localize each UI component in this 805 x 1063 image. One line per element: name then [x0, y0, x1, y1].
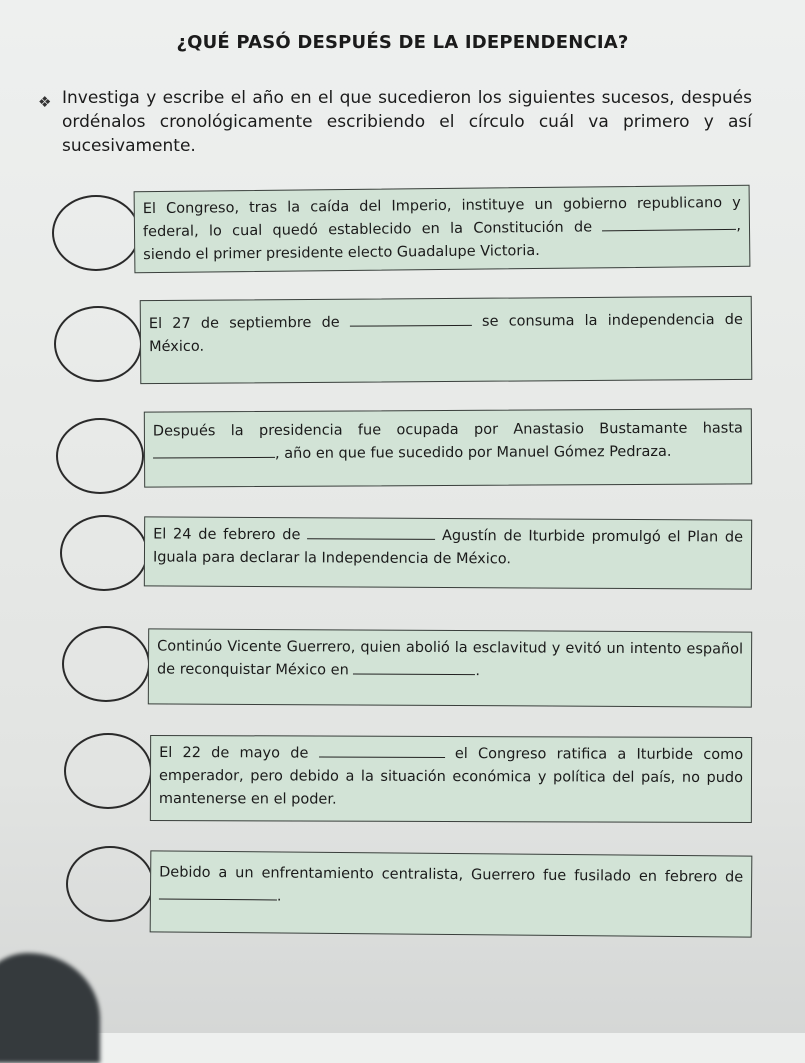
order-circle-4[interactable] [60, 515, 148, 591]
event-text-end: Agustín de Iturbide promulgó el Plan de Iguala para declarar la Independencia de México. [152, 527, 744, 568]
order-circle-7[interactable] [66, 846, 154, 922]
year-blank-4[interactable] [307, 524, 435, 540]
order-circle-1[interactable] [52, 195, 140, 271]
page-title: ¿QUÉ PASÓ DESPUÉS DE LA IDEPENDENCIA? [176, 32, 629, 53]
event-text-end: , siendo el primer presidente electo Guadalupe Victoria. [143, 217, 742, 264]
order-circle-5[interactable] [62, 626, 150, 702]
event-card-2 [140, 296, 753, 384]
year-blank-7[interactable] [159, 884, 277, 900]
year-blank-3[interactable] [153, 443, 275, 459]
instructions: Investiga y escribe el año en el que sucedieron los siguientes sucesos, después ordénalos cronológicamente escribiendo el círculo cuál va primero y así sucesivamente. [62, 88, 752, 156]
event-card-6 [150, 735, 752, 823]
event-text-end: el Congreso ratifica a Iturbide como emperador, pero debido a la situación económica y política del país, no pudo mantenerse en el poder. [158, 745, 744, 808]
event-text-end: , año en que fue sucedido por Manuel Gómez Pedraza. [274, 443, 672, 462]
order-circle-3[interactable] [56, 418, 144, 494]
order-circle-2[interactable] [54, 306, 142, 382]
event-card-5 [148, 628, 752, 707]
event-text: Debido a un enfrentamiento centralista, Guerrero fue fusilado en febrero de [159, 864, 744, 886]
order-circle-6[interactable] [64, 733, 152, 809]
photo-shadow [0, 953, 100, 1063]
event-text: El 22 de mayo de [159, 744, 319, 762]
event-card-3 [144, 408, 752, 487]
event-card-1 [134, 185, 751, 273]
event-text: El Congreso, tras la caída del Imperio, instituye un gobierno republicano y federal, lo cual quedó establecido en la Constitución de [142, 194, 741, 241]
event-text: El 24 de febrero de [153, 526, 308, 544]
bullet-diamond-icon: ❖ [38, 93, 52, 111]
event-text-end: . [475, 663, 481, 680]
event-text: El 27 de septiembre de [148, 314, 350, 333]
year-blank-5[interactable] [353, 659, 475, 675]
year-blank-6[interactable] [319, 743, 445, 758]
event-text: Después la presidencia fue ocupada por Anastasio Bustamante hasta [152, 420, 743, 440]
event-card-4 [144, 516, 752, 589]
year-blank-2[interactable] [350, 311, 472, 327]
year-blank-1[interactable] [602, 215, 736, 231]
event-text: Continúo Vicente Guerrero, quien abolió la esclavitud y evitó un intento español de reconquistar México en [156, 638, 744, 679]
event-text-end: se consuma la independencia de México. [148, 311, 743, 356]
event-text-end: . [276, 888, 282, 905]
event-card-7 [150, 850, 753, 937]
